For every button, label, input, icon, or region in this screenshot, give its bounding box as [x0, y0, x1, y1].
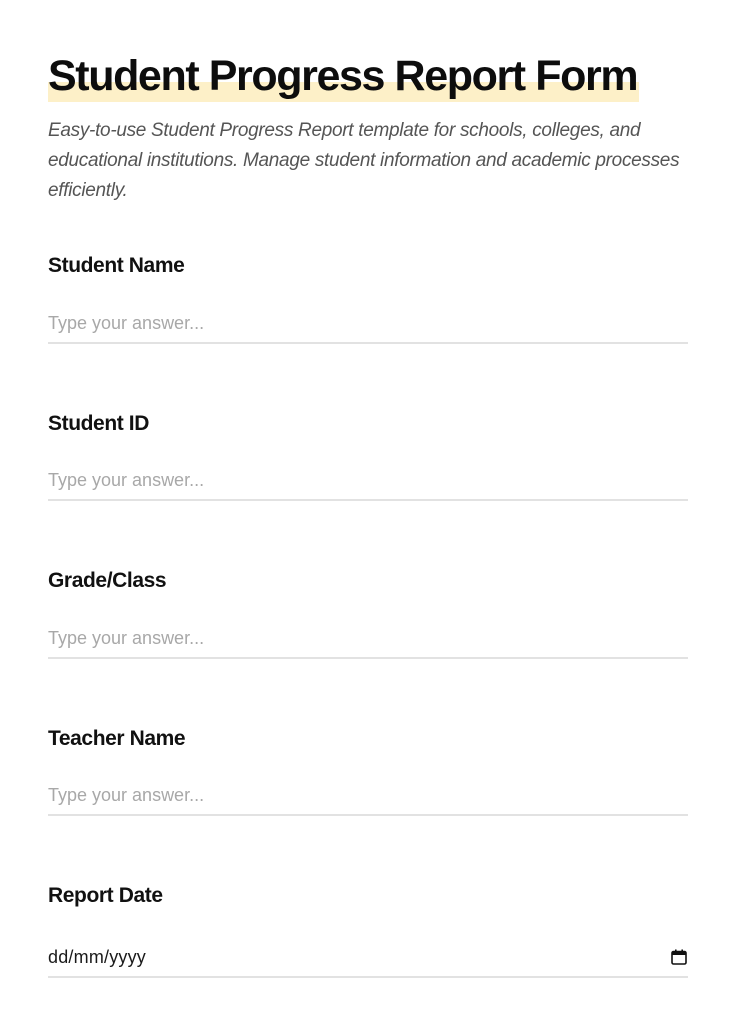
field-label: Student Name [48, 254, 185, 277]
field-student-name [48, 252, 688, 280]
report-date-input[interactable] [48, 938, 688, 978]
student-id-input[interactable] [48, 461, 688, 501]
form-description: Easy-to-use Student Progress Report template for schools, colleges, and educational institutions. Manage student information and academic processes efficiently. [48, 120, 680, 201]
title-wrap [48, 50, 639, 102]
calendar-icon[interactable] [670, 948, 688, 966]
field-teacher-name [48, 725, 688, 753]
field-student-id [48, 410, 688, 438]
field-grade-class [48, 567, 688, 595]
field-label: Report Date [48, 884, 163, 907]
grade-class-input[interactable] [48, 619, 688, 659]
date-format-text: dd/mm/yyyy [48, 946, 147, 967]
field-label: Teacher Name [48, 727, 186, 750]
student-name-input[interactable] [48, 304, 688, 344]
page-title: Student Progress Report Form [48, 52, 638, 100]
field-label: Grade/Class [48, 569, 167, 592]
field-report-date [48, 882, 688, 967]
field-label: Student ID [48, 412, 149, 435]
teacher-name-input[interactable] [48, 776, 688, 816]
